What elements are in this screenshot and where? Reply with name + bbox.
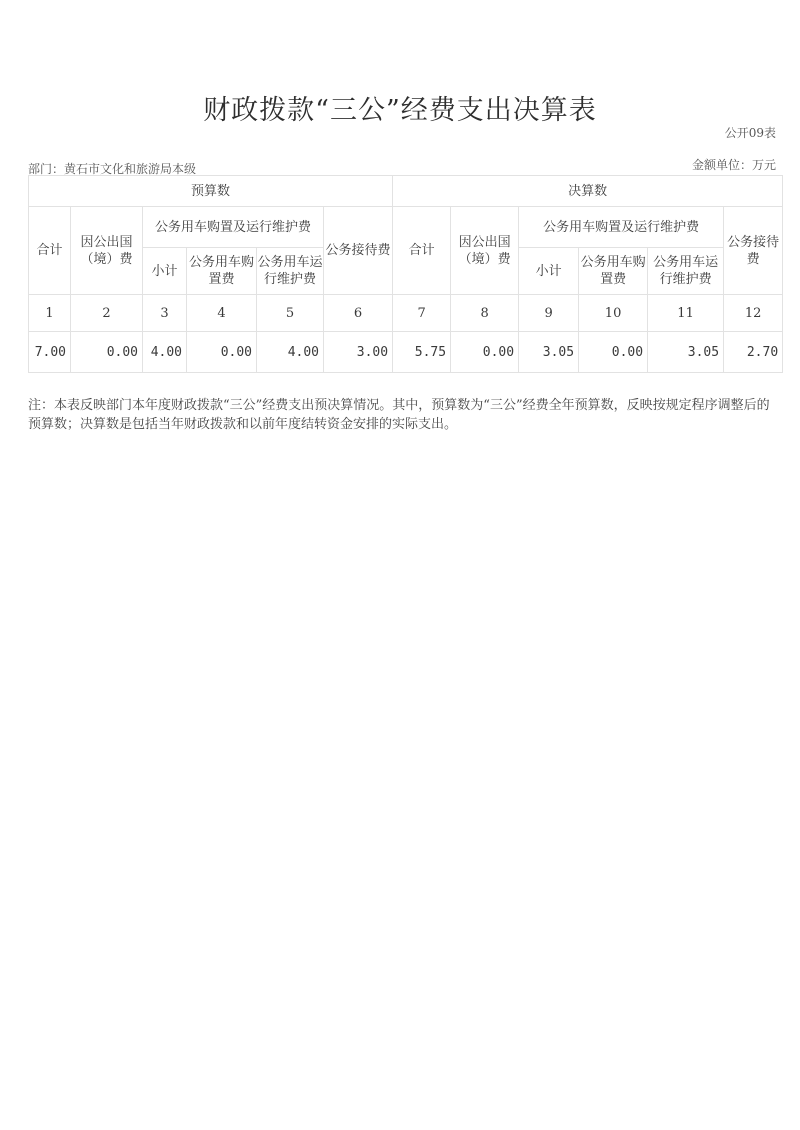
final-vehicle-purchase-value: 0.00 [579, 332, 648, 373]
form-code: 公开09表 [724, 126, 776, 140]
budget-vehicle-operation-value: 4.00 [257, 332, 324, 373]
column-number: 3 [143, 295, 187, 332]
budget-header: 预算数 [29, 176, 393, 207]
final-vehicle-group-header: 公务用车购置及运行维护费 [519, 207, 724, 248]
budget-total-header: 合计 [29, 207, 71, 295]
page-title: 财政拨款“三公”经费支出决算表 [203, 95, 597, 126]
final-vehicle-purchase-header: 公务用车购置费 [579, 248, 648, 295]
budget-outbound-header: 因公出国（境）费 [71, 207, 143, 295]
final-outbound-value: 0.00 [451, 332, 519, 373]
budget-vehicle-purchase-value: 0.00 [187, 332, 257, 373]
department-label: 部门：黄石市文化和旅游局本级 [28, 162, 197, 176]
final-reception-value: 2.70 [724, 332, 783, 373]
budget-vehicle-group-header: 公务用车购置及运行维护费 [143, 207, 324, 248]
column-number: 11 [648, 295, 724, 332]
column-number: 4 [187, 295, 257, 332]
column-number: 7 [393, 295, 451, 332]
budget-subtotal-header: 小计 [143, 248, 187, 295]
column-number: 9 [519, 295, 579, 332]
final-outbound-header: 因公出国（境）费 [451, 207, 519, 295]
final-total-value: 5.75 [393, 332, 451, 373]
column-number: 12 [724, 295, 783, 332]
budget-vehicle-subtotal-value: 4.00 [143, 332, 187, 373]
unit-label: 金额单位：万元 [691, 158, 776, 172]
budget-vehicle-operation-header: 公务用车运行维护费 [257, 248, 324, 295]
budget-reception-value: 3.00 [324, 332, 393, 373]
final-vehicle-operation-header: 公务用车运行维护费 [648, 248, 724, 295]
column-number: 2 [71, 295, 143, 332]
table-note: 注：本表反映部门本年度财政拨款“三公”经费支出预决算情况。其中，预算数为“三公”经费全年预算数，反映按规定程序调整后的预算数；决算数是包括当年财政拨款和以前年度结转资金安排的实际支出。 [28, 398, 770, 432]
column-number: 5 [257, 295, 324, 332]
budget-outbound-value: 0.00 [71, 332, 143, 373]
three-public-expenses-table [28, 175, 783, 373]
budget-reception-header: 公务接待费 [324, 207, 393, 295]
column-number: 10 [579, 295, 648, 332]
final-vehicle-operation-value: 3.05 [648, 332, 724, 373]
column-number: 1 [29, 295, 71, 332]
budget-total-value: 7.00 [29, 332, 71, 373]
final-reception-header: 公务接待费 [724, 207, 783, 295]
final-total-header: 合计 [393, 207, 451, 295]
final-header: 决算数 [393, 176, 783, 207]
final-subtotal-header: 小计 [519, 248, 579, 295]
budget-vehicle-purchase-header: 公务用车购置费 [187, 248, 257, 295]
final-vehicle-subtotal-value: 3.05 [519, 332, 579, 373]
column-number: 6 [324, 295, 393, 332]
column-number: 8 [451, 295, 519, 332]
